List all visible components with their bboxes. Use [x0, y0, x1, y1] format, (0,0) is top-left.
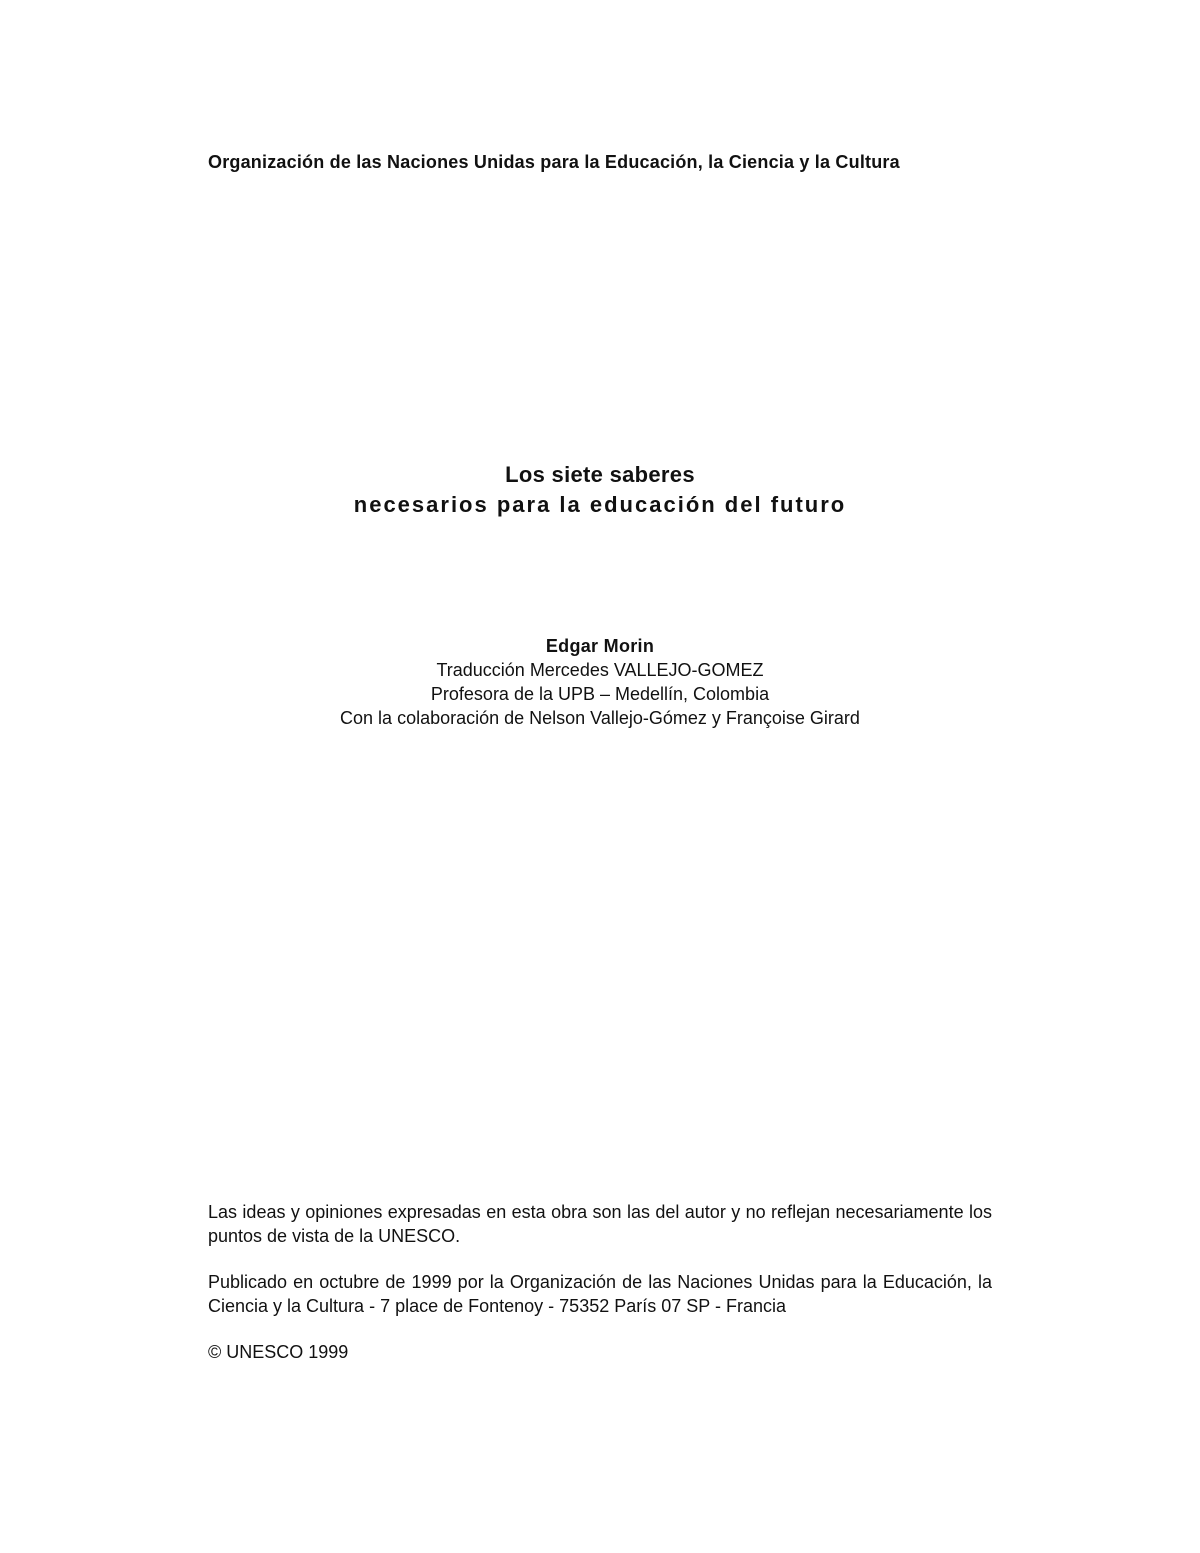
disclaimer-paragraph: Las ideas y opiniones expresadas en esta obra son las del autor y no reflejan necesariamente los puntos de vista de la UNESCO.	[208, 1202, 992, 1246]
author-block	[0, 634, 1200, 730]
author-name: Edgar Morin	[545, 636, 655, 656]
collaboration-credit: Con la colaboración de Nelson Vallejo-Gómez y Françoise Girard	[340, 708, 860, 728]
translator-affiliation: Profesora de la UPB – Medellín, Colombia	[430, 684, 770, 704]
organization-header: Organización de las Naciones Unidas para la Educación, la Ciencia y la Cultura	[208, 152, 900, 172]
title-line-1: Los siete saberes	[505, 462, 695, 487]
translation-credit: Traducción Mercedes VALLEJO-GOMEZ	[436, 660, 764, 680]
title-block	[0, 460, 1200, 520]
title-line-2: necesarios para la educación del futuro	[353, 492, 847, 517]
footer-block	[208, 1200, 992, 1386]
publication-paragraph: Publicado en octubre de 1999 por la Organización de las Naciones Unidas para la Educación, la Ciencia y la Cultura - 7 place de Fontenoy - 75352 París 07 SP - Francia	[208, 1272, 992, 1316]
copyright-notice: © UNESCO 1999	[208, 1342, 349, 1362]
